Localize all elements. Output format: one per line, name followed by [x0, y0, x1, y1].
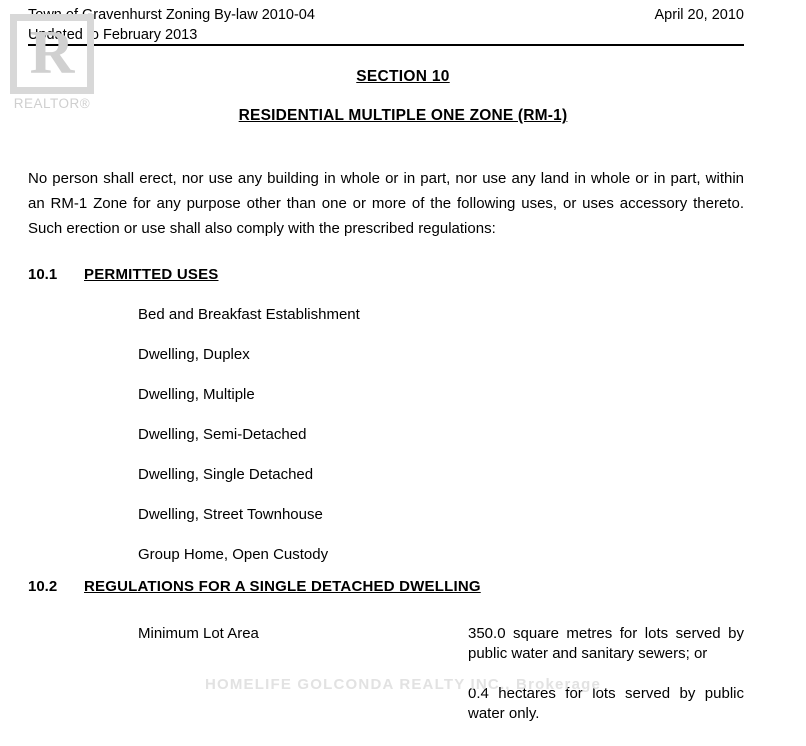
realtor-logo-letter: R — [29, 19, 75, 87]
permitted-uses-list — [138, 305, 638, 585]
zone-title-text: RESIDENTIAL MULTIPLE ONE ZONE (RM-1) — [238, 107, 568, 124]
regulation-value — [468, 624, 744, 724]
header-divider — [28, 44, 744, 46]
list-item: Dwelling, Duplex — [138, 346, 250, 363]
regulation-label: Minimum Lot Area — [138, 625, 259, 642]
list-item: Dwelling, Street Townhouse — [138, 506, 323, 523]
realtor-logo-label: REALTOR® — [13, 96, 91, 111]
list-item: Bed and Breakfast Establishment — [138, 306, 360, 323]
page-header — [28, 6, 744, 45]
header-date: April 20, 2010 — [654, 7, 744, 23]
header-updated: Updated to February 2013 — [28, 27, 198, 43]
brokerage-watermark: HOMELIFE GOLCONDA REALTY INC., Brokerage — [204, 676, 602, 693]
list-item: Dwelling, Semi-Detached — [138, 426, 307, 443]
list-item: Group Home, Open Custody — [138, 546, 329, 563]
table-row — [138, 624, 744, 724]
section-title — [0, 68, 806, 86]
clause-10-1-number: 10.1 — [28, 266, 58, 283]
clause-10-1-heading: PERMITTED USES — [84, 266, 219, 283]
clause-10-2-number: 10.2 — [28, 578, 58, 595]
zone-title — [0, 107, 806, 125]
regulation-value-line-1: 350.0 square metres for lots served by public water and sanitary sewers; or — [468, 625, 744, 662]
list-item: Dwelling, Single Detached — [138, 466, 314, 483]
section-title-text: SECTION 10 — [356, 68, 450, 85]
clause-10-2-heading: REGULATIONS FOR A SINGLE DETACHED DWELLING — [84, 578, 481, 595]
intro-paragraph: No person shall erect, nor use any building in whole or in part, nor use any land in whole or in part, within an RM-1 Zone for any purpose other than one or more of the following uses, or uses accessory thereto. Such erection or use shall also comply with the prescribed regulations: — [28, 170, 744, 237]
list-item: Dwelling, Multiple — [138, 386, 255, 403]
regulation-value-line-2: 0.4 hectares for lots served by public water only. — [468, 685, 744, 722]
regulations-table — [138, 624, 744, 724]
header-bylaw-title: Town of Gravenhurst Zoning By-law 2010-04 — [28, 7, 315, 23]
